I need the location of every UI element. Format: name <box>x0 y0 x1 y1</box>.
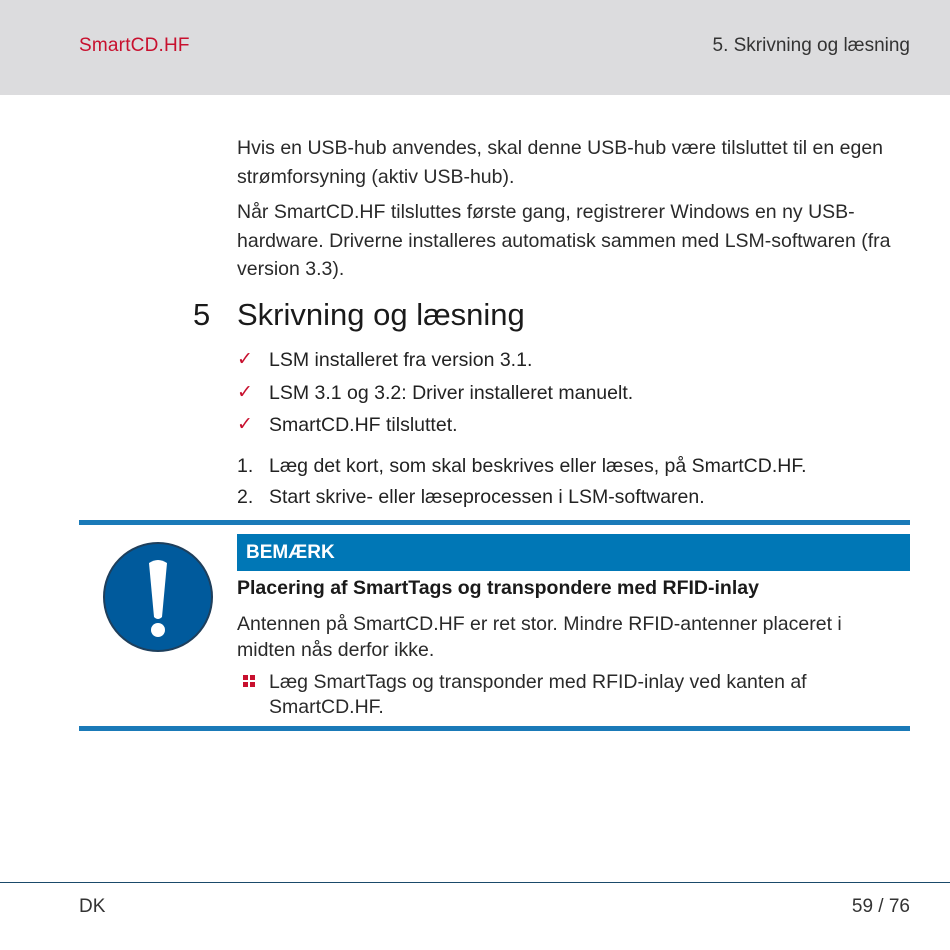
note-label: BEMÆRK <box>237 534 910 571</box>
prerequisite-text: SmartCD.HF tilsluttet. <box>269 414 458 436</box>
note-title: Placering af SmartTags og transpondere med RFID-inlay <box>237 577 759 599</box>
list-item <box>237 346 907 379</box>
step-text: Læg det kort, som skal beskrives eller læses, på SmartCD.HF. <box>269 455 807 477</box>
intro-paragraph: Når SmartCD.HF tilsluttes første gang, registrerer Windows en ny USB-hardware. Driverne installeres automatisk sammen med LSM-softwaren (fra version 3.3). <box>237 201 891 280</box>
prerequisite-text: LSM 3.1 og 3.2: Driver installeret manuelt. <box>269 381 634 404</box>
list-item <box>237 411 907 444</box>
note-text: Antennen på SmartCD.HF er ret stor. Mindre RFID-antenner placeret i midten nås derfor ikke. <box>237 613 842 661</box>
action-bullet-icon <box>243 675 255 687</box>
note-action-text: Læg SmartTags og transponder med RFID-inlay ved kanten af SmartCD.HF. <box>269 671 807 718</box>
chapter-reference: 5. Skrivning og læsning <box>712 35 910 56</box>
intro-paragraph: Hvis en USB-hub anvendes, skal denne USB-hub være tilsluttet til en egen strømforsyning (aktiv USB-hub). <box>237 137 884 188</box>
list-item <box>237 484 907 515</box>
checkmark-icon: ✓ <box>237 381 253 403</box>
list-item <box>237 379 907 412</box>
footer-language: DK <box>79 896 106 917</box>
step-text: Start skrive- eller læseprocessen i LSM-softwaren. <box>269 486 705 508</box>
intro-text <box>237 134 907 291</box>
exclamation-icon <box>102 541 214 653</box>
list-item <box>237 453 907 484</box>
prerequisite-list <box>237 346 907 444</box>
footer-divider <box>0 882 950 883</box>
section-heading <box>193 297 525 333</box>
brand-name: SmartCD.HF <box>79 35 190 56</box>
page-header <box>0 0 950 95</box>
step-number: 1. <box>237 455 254 477</box>
checkmark-icon: ✓ <box>237 414 253 435</box>
step-number: 2. <box>237 486 254 508</box>
note-action <box>237 670 877 720</box>
checkmark-icon: ✓ <box>237 349 253 370</box>
prerequisite-text: LSM installeret fra version 3.1. <box>269 349 533 371</box>
section-number: 5 <box>193 297 211 332</box>
step-list <box>237 453 907 515</box>
section-title: Skrivning og læsning <box>237 297 525 332</box>
page-number: 59 / 76 <box>851 896 910 917</box>
note-box <box>79 520 910 731</box>
